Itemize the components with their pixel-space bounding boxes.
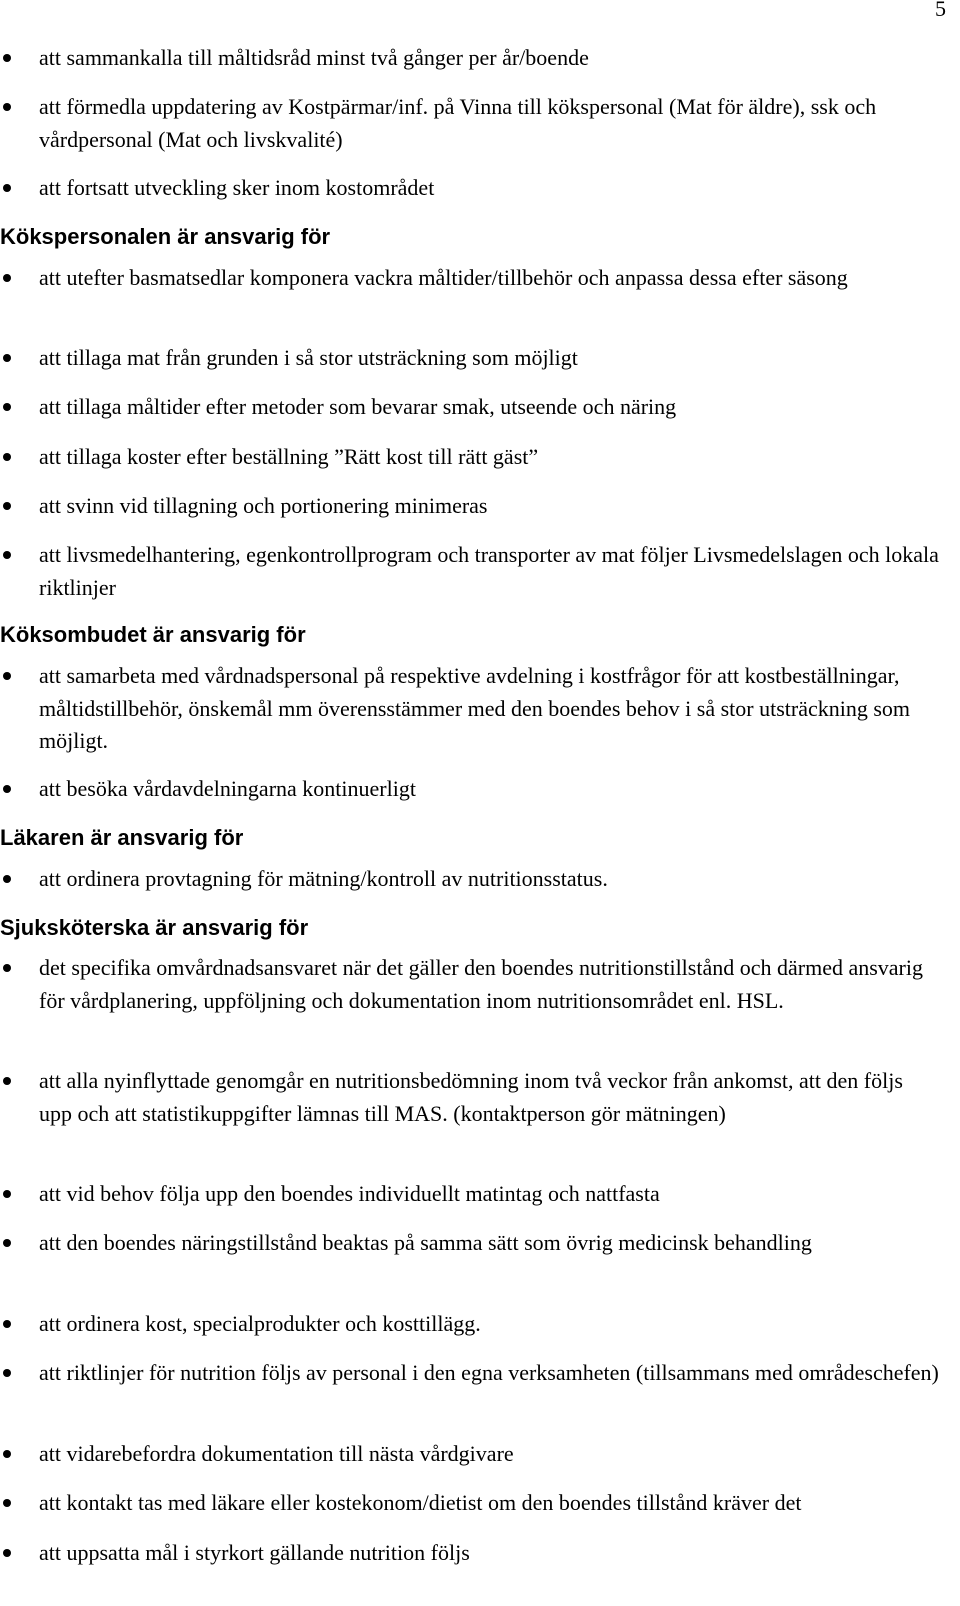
section-heading: Läkaren är ansvarig för — [0, 825, 244, 850]
bullet-icon — [3, 274, 11, 282]
list-item: att förmedla uppdatering av Kostpärmar/inf. på Vinna till kökspersonal (Mat för äldre), ssk och vårdpersonal (Mat och livskvalité) — [0, 91, 940, 156]
bullet-icon — [3, 875, 11, 883]
bullet-icon — [3, 551, 11, 559]
bullet-icon — [3, 672, 11, 680]
bullet-icon — [3, 453, 11, 461]
section-heading: Sjuksköterska är ansvarig för — [0, 915, 309, 940]
list-item: att ordinera kost, specialprodukter och kosttillägg. — [0, 1308, 940, 1341]
list-item: att vid behov följa upp den boendes individuellt matintag och nattfasta — [0, 1178, 940, 1211]
bullet-icon — [3, 103, 11, 111]
bullet-icon — [3, 1190, 11, 1198]
bullet-icon — [3, 184, 11, 192]
list-item: att uppsatta mål i styrkort gällande nutrition följs — [0, 1537, 940, 1570]
list-item: att tillaga måltider efter metoder som bevarar smak, utseende och näring — [0, 391, 940, 424]
bullet-icon — [3, 54, 11, 62]
list-item: att livsmedelhantering, egenkontrollprogram och transporter av mat följer Livsmedelslagen och lokala riktlinjer — [0, 539, 940, 604]
list-item: att ordinera provtagning för mätning/kontroll av nutritionsstatus. — [0, 863, 940, 896]
bullet-icon — [3, 1499, 11, 1507]
page-number: 5 — [935, 0, 946, 21]
list-item: att kontakt tas med läkare eller kostekonom/dietist om den boendes tillstånd kräver det — [0, 1487, 940, 1520]
bullet-icon — [3, 1450, 11, 1458]
list-item: att besöka vårdavdelningarna kontinuerligt — [0, 773, 940, 806]
list-item: det specifika omvårdnadsansvaret när det gäller den boendes nutritionstillstånd och därmed ansvarig för vårdplanering, uppföljning och dokumentation inom nutritionsområdet enl. HSL. — [0, 952, 940, 1017]
bullet-icon — [3, 964, 11, 972]
section-heading: Kökspersonalen är ansvarig för — [0, 224, 331, 249]
bullet-icon — [3, 354, 11, 362]
list-item: att den boendes näringstillstånd beaktas på samma sätt som övrig medicinsk behandling — [0, 1227, 940, 1260]
bullet-icon — [3, 1239, 11, 1247]
bullet-icon — [3, 785, 11, 793]
bullet-icon — [3, 1320, 11, 1328]
list-item: att sammankalla till måltidsråd minst två gånger per år/boende — [0, 42, 940, 75]
list-item: att tillaga mat från grunden i så stor utsträckning som möjligt — [0, 342, 940, 375]
bullet-icon — [3, 1549, 11, 1557]
list-item: att riktlinjer för nutrition följs av personal i den egna verksamheten (tillsammans med områdeschefen) — [0, 1357, 940, 1390]
bullet-icon — [3, 502, 11, 510]
list-item: att tillaga koster efter beställning ”Rätt kost till rätt gäst” — [0, 441, 940, 474]
bullet-icon — [3, 1369, 11, 1377]
list-item: att utefter basmatsedlar komponera vackra måltider/tillbehör och anpassa dessa efter säsong — [0, 262, 940, 295]
list-item: att alla nyinflyttade genomgår en nutritionsbedömning inom två veckor från ankomst, att den följs upp och att statistikuppgifter lämnas till MAS. (kontaktperson gör mätningen) — [0, 1065, 940, 1130]
list-item: att vidarebefordra dokumentation till nästa vårdgivare — [0, 1438, 940, 1471]
section-heading: Köksombudet är ansvarig för — [0, 622, 306, 647]
bullet-icon — [3, 1077, 11, 1085]
list-item: att samarbeta med vårdnadspersonal på respektive avdelning i kostfrågor för att kostbeställningar, måltidstillbehör, önskemål mm överensstämmer med den boendes behov i så stor utsträckning som möjligt. — [0, 660, 940, 758]
list-item: att fortsatt utveckling sker inom kostområdet — [0, 172, 940, 205]
list-item: att svinn vid tillagning och portionering minimeras — [0, 490, 940, 523]
bullet-icon — [3, 403, 11, 411]
